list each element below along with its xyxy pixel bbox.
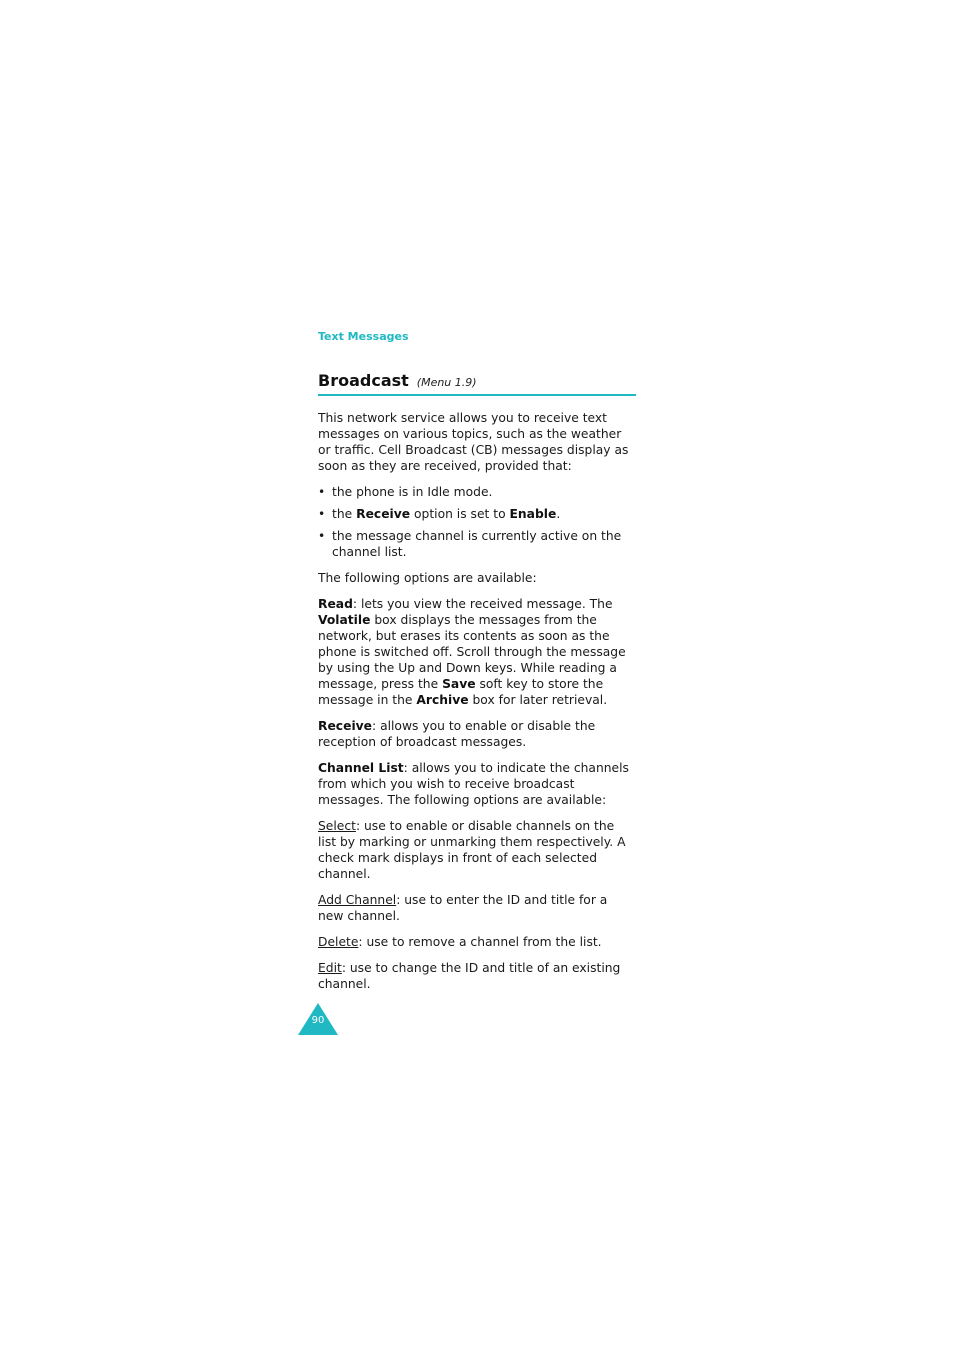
text: soft key to store the message in the [318,677,604,707]
heading-title: Broadcast [318,371,409,390]
text: : use to remove a channel from the list. [358,935,602,949]
condition-list [318,484,636,560]
suboption-delete [318,934,636,950]
body-text [318,410,636,1002]
page-number: 90 [311,1015,325,1026]
keyword-receive: Receive [356,507,411,521]
section-label: Text Messages [318,330,409,343]
text: box for later retrieval. [468,693,608,707]
option-channel-list [318,760,636,808]
option-term: Read [318,597,353,611]
section-heading [318,371,636,396]
intro-paragraph: This network service allows you to receive text messages on various topics, such as the weather or traffic. Cell Broadcast (CB) messages display as soon as they are received, provided that: [318,411,629,473]
options-intro: The following options are available: [318,571,537,585]
heading-menu-ref: (Menu 1.9) [416,376,477,389]
keyword-volatile: Volatile [318,613,371,627]
keyword-archive: Archive [416,693,469,707]
suboption-term: Select [318,819,356,833]
suboption-term: Add Channel [318,893,397,907]
option-read [318,596,636,708]
suboption-term: Delete [318,935,359,949]
keyword-enable: Enable [509,507,557,521]
option-term: Channel List [318,761,404,775]
text: the [332,507,357,521]
option-receive [318,718,636,750]
text: option is set to [410,507,510,521]
option-term: Receive [318,719,373,733]
condition-item-receive [318,506,636,522]
text: : use to enable or disable channels on the list by marking or unmarking them respectively. A check mark displays in front of each selected channel. [318,819,626,881]
text: : allows you to indicate the channels from which you wish to receive broadcast messages. The following options are available: [318,761,629,807]
text: : use to enter the ID and title for a new channel. [318,893,608,923]
page-number-badge [298,1003,338,1035]
text: box displays the messages from the network, but erases its contents as soon as the phone is switched off. Scroll through the message by using the Up and Down keys. While reading a message, press the [318,613,626,691]
text: : lets you view the received message. The [352,597,613,611]
suboption-add-channel [318,892,636,924]
suboption-select [318,818,636,882]
condition-item-channel: • the message channel is currently active on the channel list. [318,528,636,560]
text: . [556,507,561,521]
suboption-term: Edit [318,961,342,975]
keyword-save: Save [442,677,476,691]
text: : allows you to enable or disable the reception of broadcast messages. [318,719,596,749]
suboption-edit [318,960,636,992]
text: : use to change the ID and title of an existing channel. [318,961,621,991]
condition-item-idle: • the phone is in Idle mode. [318,484,636,500]
